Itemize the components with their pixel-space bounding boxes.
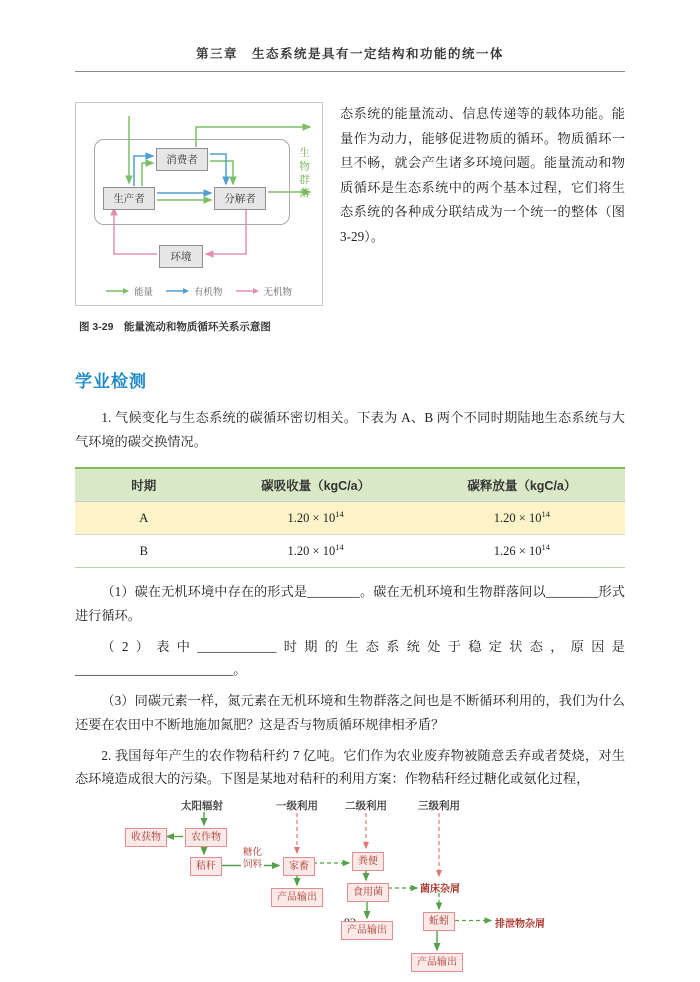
figure-legend: [76, 284, 322, 298]
cell-release-B: [419, 535, 625, 568]
value-base: 1.20 × 10: [287, 511, 336, 526]
legend-label: 能量: [133, 287, 153, 298]
value-exponent: 14: [335, 542, 344, 553]
energy-arrow-icon: [106, 287, 130, 295]
legend-label: 无机物: [263, 287, 293, 298]
flow-box-manure: 粪便: [352, 852, 384, 871]
value-exponent: 14: [335, 509, 344, 520]
feed-label-line2: 饲料: [243, 858, 263, 870]
value-base: 1.26 × 10: [493, 544, 542, 559]
figure-and-text-row: [75, 102, 625, 334]
table-body: [75, 502, 625, 568]
figure-caption: 图 3-29 能量流动和物质循环关系示意图: [79, 321, 271, 333]
node-decomposer: 分解者: [214, 187, 266, 210]
flow-label-solar-radiation: 太阳辐射: [181, 800, 223, 813]
cell-absorption-B: [213, 535, 419, 568]
legend-label: 有机物: [193, 287, 223, 298]
question-2-intro: 2. 我国每年产生的农作物秸秆约 7 亿吨。它们作为农业废弃物被随意丢弃或者焚烧，对生态环境造成很大的污染。下图是某地对秸秆的利用方案：作物秸秆经过糖化或氨化过程，: [75, 747, 625, 787]
question-1-sub-1: （1）碳在无机环境中存在的形式是________。碳在无机环境和生物群落间以________形式进行循环。: [75, 584, 625, 623]
question-1-intro: 1. 气候变化与生态系统的碳循环密切相关。下表为 A、B 两个不同时期陆地生态系统与大气环境的碳交换情况。: [75, 410, 625, 449]
feed-label-line1: 糖化: [243, 847, 263, 859]
table-header-row: [75, 468, 625, 502]
flow-box-crop: 农作物: [185, 828, 227, 847]
carbon-exchange-table: [75, 467, 625, 569]
flow-text-excreta-scraps: 排泄物杂屑: [495, 919, 545, 931]
figure-3-29: [75, 102, 323, 306]
legend-item-organic: [166, 284, 223, 298]
inorganic-arrow-icon: [236, 287, 260, 295]
flow-box-product-output-3: 产品输出: [411, 953, 463, 972]
flow-box-product-output-1: 产品输出: [271, 888, 323, 907]
table-head: [75, 468, 625, 502]
col-header-period: 时期: [75, 468, 213, 502]
chapter-title: 第三章 生态系统是具有一定结构和功能的统一体: [195, 47, 504, 61]
legend-item-energy: [106, 284, 153, 298]
value-exponent: 14: [541, 509, 550, 520]
value-base: 1.20 × 10: [493, 511, 542, 526]
node-consumer: 消费者: [156, 148, 208, 171]
biotic-community-label: 生物群落: [298, 147, 310, 201]
value-exponent: 14: [541, 542, 550, 553]
col-header-release: 碳释放量（kgC/a）: [419, 468, 625, 502]
value-base: 1.20 × 10: [287, 544, 336, 559]
cell-period-A: A: [75, 502, 213, 535]
flow-label-saccharified-feed: [241, 847, 264, 870]
flow-text-mushroom-bed-scraps: 菌床杂屑: [420, 884, 460, 896]
section-title: 学业检测: [75, 372, 147, 391]
node-environment: 环境: [159, 245, 203, 268]
figure-3-29-block: [75, 102, 325, 334]
flow-box-edible-fungus: 食用菌: [347, 883, 389, 902]
question-1-sub-2: （2）表中____________时期的生态系统处于稳定状态，原因是________________________。: [75, 638, 625, 678]
flow-box-earthworm: 蚯蚓: [423, 912, 455, 931]
header-rule: [75, 71, 625, 72]
legend-item-inorganic: [236, 284, 293, 298]
body-continuation-text: 态系统的能量流动、信息传递等的载体功能。能量作为动力，能够促进物质的循环。物质循环一旦不畅，就会产生诸多环境问题。能量流动和物质循环是生态系统中的两个基本过程，它们将生态系统的各种成分联结成为一个统一的整体（图 3-29）。: [340, 106, 625, 244]
cell-release-A: [419, 502, 625, 535]
flow-box-harvest: 收获物: [125, 828, 167, 847]
page-header: [0, 0, 700, 72]
flow-box-straw: 秸秆: [190, 857, 222, 876]
organic-arrow-icon: [166, 287, 190, 295]
straw-utilization-diagram: [119, 797, 599, 979]
node-producer: 生产者: [103, 187, 155, 210]
col-header-absorption: 碳吸收量（kgC/a）: [213, 468, 419, 502]
cell-period-B: B: [75, 535, 213, 568]
question-1-sub-3: （3）同碳元素一样，氮元素在无机环境和生物群落之间也是不断循环利用的，我们为什么还要在农田中不断地施加氮肥？这是否与物质循环规律相矛盾？: [75, 693, 625, 732]
flow-box-product-output-2: 产品输出: [341, 921, 393, 940]
flow-label-primary-use: 一级利用: [276, 800, 318, 813]
flow-label-tertiary-use: 三级利用: [418, 800, 460, 813]
flow-label-secondary-use: 二级利用: [345, 800, 387, 813]
page-content: [0, 102, 700, 979]
flow-box-livestock: 家畜: [283, 857, 315, 876]
cell-absorption-A: [213, 502, 419, 535]
table-row-A: [75, 502, 625, 535]
table-row-B: [75, 535, 625, 568]
